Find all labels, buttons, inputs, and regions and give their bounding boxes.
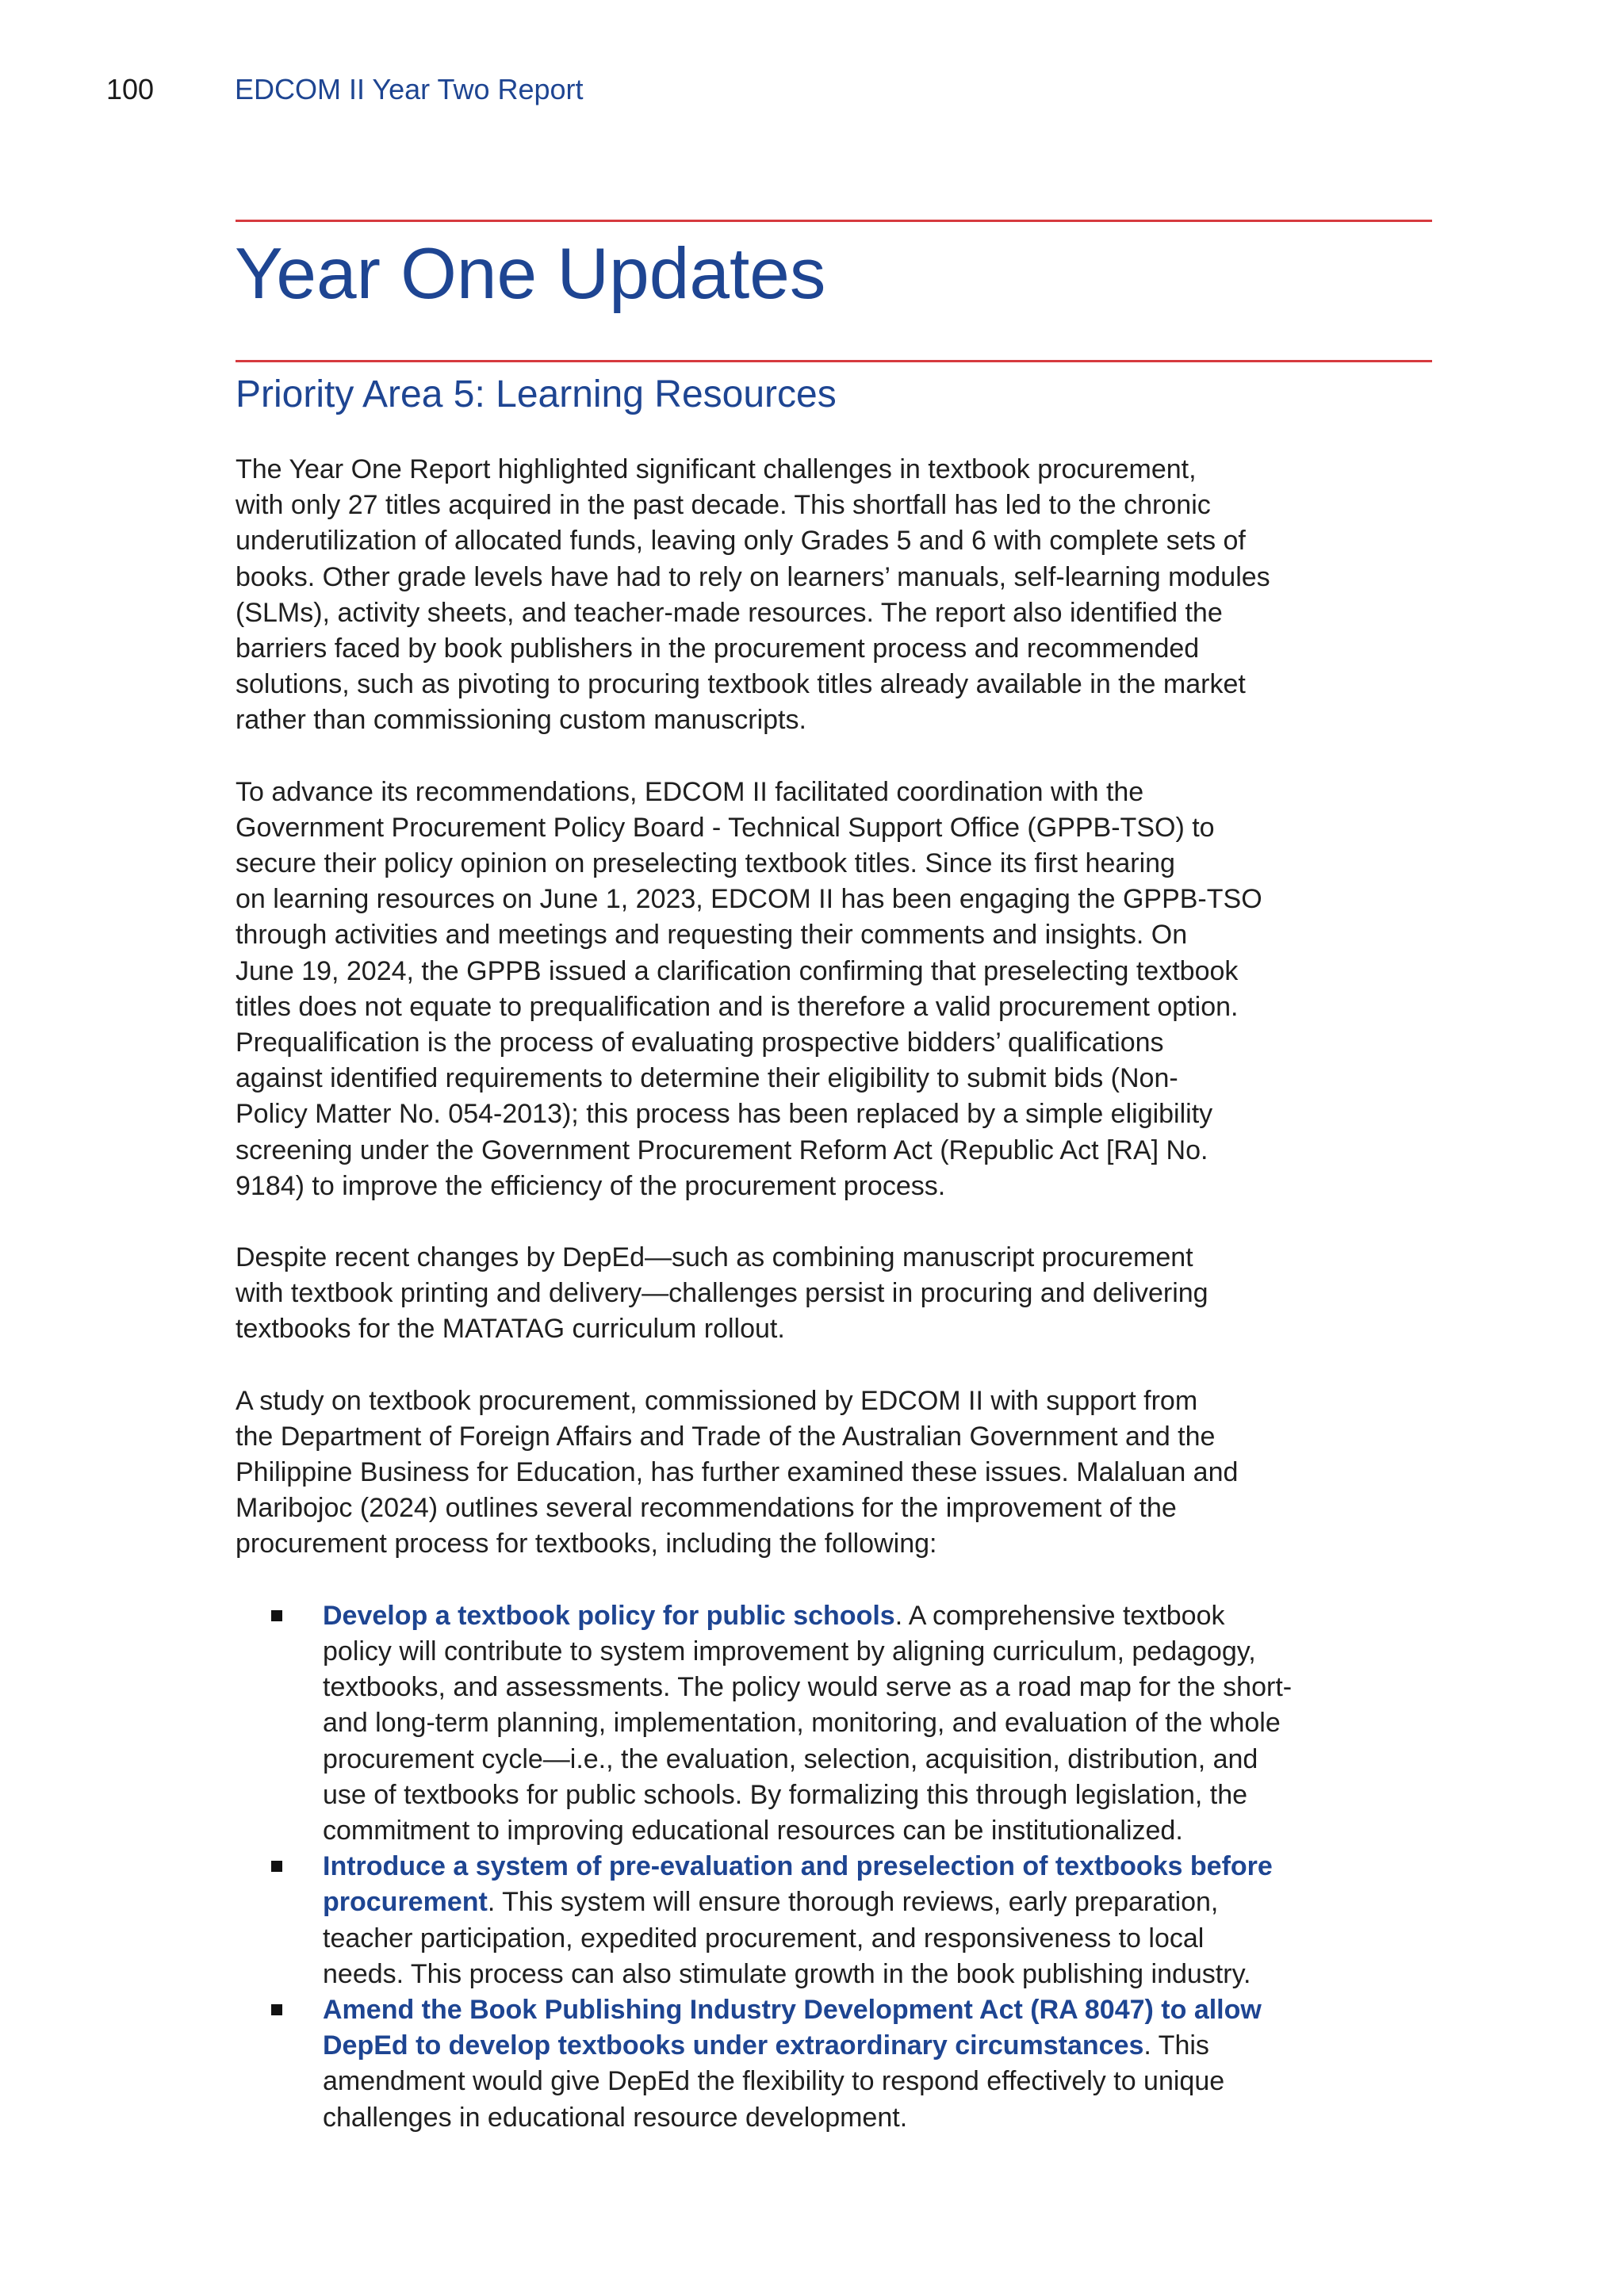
text-line: Maribojoc (2024) outlines several recommendations for the improvement of the [236,1493,1177,1524]
text-line: and long-term planning, implementation, monitoring, and evaluation of the whole [323,1708,1281,1739]
text-line: Prequalification is the process of evaluating prospective bidders’ qualifications [236,1027,1164,1058]
text-line: use of textbooks for public schools. By formalizing this through legislation, the [323,1779,1248,1810]
recommendation-item [236,1849,1441,1992]
text-line: June 19, 2024, the GPPB issued a clarification confirming that preselecting textbook [236,955,1239,986]
recommendation-item [236,1992,1441,2136]
running-title: EDCOM II Year Two Report [235,73,584,105]
text-line [323,1885,1441,1920]
subsection-title: Priority Area 5: Learning Resources [236,373,837,415]
recommendations-list [236,1598,1441,2136]
recommendation-title: DepEd to develop textbooks under extraordinary circumstances [323,2030,1144,2061]
text-line: commitment to improving educational resources can be institutionalized. [323,1815,1183,1846]
text-line: procurement process for textbooks, including the following: [236,1529,937,1559]
text-line: textbooks, and assessments. The policy would serve as a road map for the short- [323,1672,1293,1703]
text-line: Policy Matter No. 054-2013); this process has been replaced by a simple eligibility [236,1099,1213,1130]
text-line: solutions, such as pivoting to procuring textbook titles already available in the market [236,669,1246,700]
text-line: on learning resources on June 1, 2023, EDCOM II has been engaging the GPPB-TSO [236,884,1262,915]
section-title: Year One Updates [235,234,826,314]
text-line [323,1992,1441,2028]
page-number: 100 [106,73,155,105]
text-line: secure their policy opinion on preselecting textbook titles. Since its first hearing [236,848,1175,879]
text-line: procurement cycle—i.e., the evaluation, selection, acquisition, distribution, and [323,1743,1258,1774]
text-line: Government Procurement Policy Board - Technical Support Office (GPPB-TSO) to [236,812,1215,843]
text-line: with textbook printing and delivery—challenges persist in procuring and delivering [236,1278,1208,1309]
recommendation-text: . This system will ensure thorough reviews, early preparation, [487,1887,1219,1918]
square-bullet-icon [271,1610,282,1621]
text-line: books. Other grade levels have had to rely on learners’ manuals, self-learning modules [236,561,1270,592]
square-bullet-icon [271,1861,282,1872]
text-line: challenges in educational resource development. [323,2102,908,2133]
text-line: A study on textbook procurement, commissioned by EDCOM II with support from [236,1385,1198,1416]
text-line: through activities and meetings and requesting their comments and insights. On [236,920,1188,951]
body-text [236,452,1441,2136]
text-line: 9184) to improve the efficiency of the procurement process. [236,1170,946,1201]
text-line: amendment would give DepEd the flexibility to respond effectively to unique [323,2066,1225,2097]
text-line: with only 27 titles acquired in the past decade. This shortfall has led to the chronic [236,490,1211,521]
recommendation-title: Amend the Book Publishing Industry Development Act (RA 8047) to allow [323,1994,1262,2025]
text-line: barriers faced by book publishers in the procurement process and recommended [236,633,1200,664]
section-title-top-rule [236,220,1432,222]
text-line [323,1849,1441,1885]
recommendation-text: . This [1143,2030,1209,2061]
text-line: Philippine Business for Education, has further examined these issues. Malaluan and [236,1457,1239,1488]
text-line: To advance its recommendations, EDCOM II facilitated coordination with the [236,776,1144,807]
page-header [106,71,584,108]
text-line: against identified requirements to determine their eligibility to submit bids (Non- [236,1063,1178,1094]
text-line: teacher participation, expedited procurement, and responsiveness to local [323,1923,1205,1954]
subsection-title-top-rule [236,360,1432,362]
square-bullet-icon [271,2004,282,2015]
text-line: Despite recent changes by DepEd—such as combining manuscript procurement [236,1242,1193,1273]
recommendation-title: procurement [323,1887,488,1918]
paragraph-2 [236,775,1441,1204]
text-line: underutilization of allocated funds, leaving only Grades 5 and 6 with complete sets of [236,526,1246,557]
text-line: screening under the Government Procurement Reform Act (Republic Act [RA] No. [236,1135,1208,1165]
recommendation-title: Introduce a system of pre-evaluation and preselection of textbooks before [323,1851,1273,1882]
text-line [323,2028,1441,2064]
text-line: (SLMs), activity sheets, and teacher-made resources. The report also identified the [236,597,1223,628]
text-line: textbooks for the MATATAG curriculum rollout. [236,1314,785,1345]
recommendation-title: Develop a textbook policy for public schools [323,1600,895,1631]
recommendation-item [236,1598,1441,1849]
text-line: policy will contribute to system improvement by aligning curriculum, pedagogy, [323,1636,1256,1667]
text-line [323,1598,1441,1634]
paragraph-3 [236,1240,1441,1348]
recommendation-text: . A comprehensive textbook [894,1600,1225,1631]
text-line: titles does not equate to prequalification and is therefore a valid procurement option. [236,991,1239,1022]
text-line: The Year One Report highlighted significant challenges in textbook procurement, [236,454,1197,484]
text-line: needs. This process can also stimulate growth in the book publishing industry. [323,1958,1251,1989]
text-line: the Department of Foreign Affairs and Trade of the Australian Government and the [236,1421,1216,1452]
text-line: rather than commissioning custom manuscripts. [236,705,806,736]
paragraph-1 [236,452,1441,739]
paragraph-4 [236,1383,1441,1563]
